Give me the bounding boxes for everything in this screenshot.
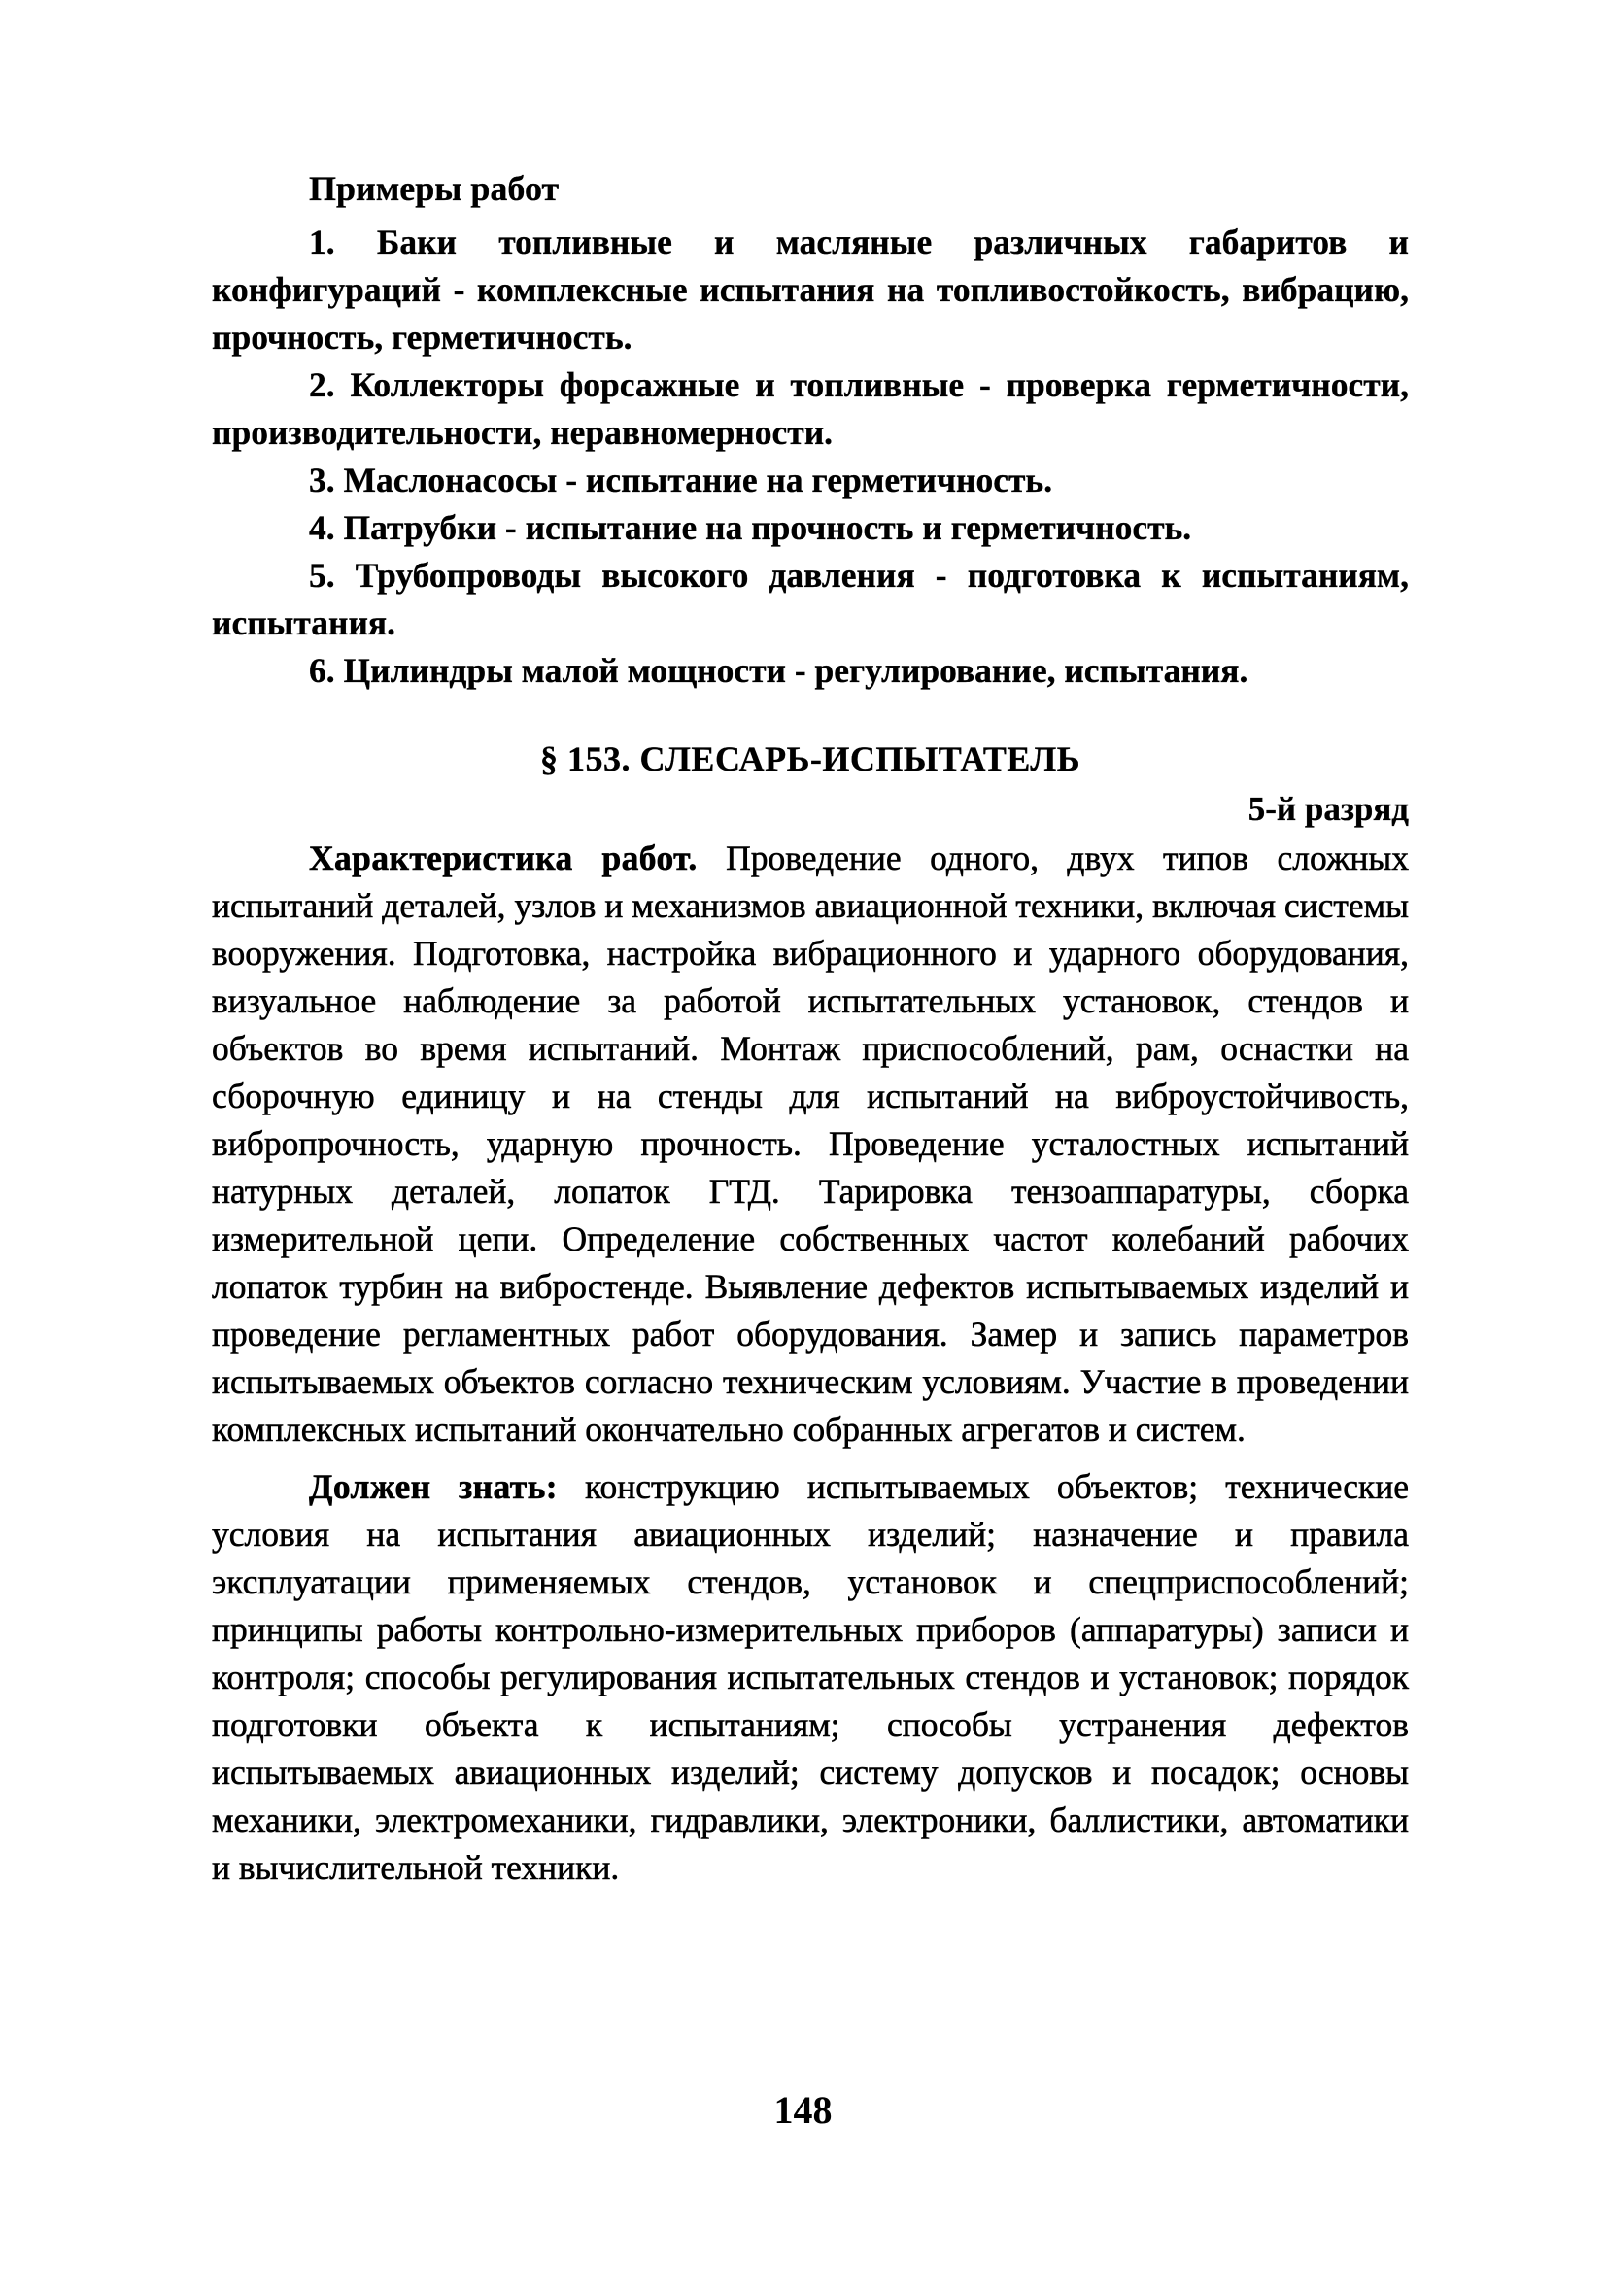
example-item: 4. Патрубки - испытание на прочность и герметичность. bbox=[309, 508, 1192, 547]
page-number: 148 bbox=[773, 2088, 833, 2132]
document-page bbox=[212, 165, 1409, 1902]
knowledge-text: конструкцию испытываемых объектов; технические условия на испытания авиационных изделий; назначение и правила эксплуатации применяемых стендов, установок и спецприспособлений; принципы работы контрольно-измерительных приборов (аппаратуры) записи и контроля; способы регулирования испытательных стендов и установок; порядок подготовки объекта к испытаниям; способы устранения дефектов испытываемых авиационных изделий; систему допусков и посадок; основы механики, электромеханики, гидравлики, электроники, баллистики, автоматики и вычислительной техники. bbox=[212, 1467, 1409, 1887]
characteristics-paragraph bbox=[212, 835, 1409, 1454]
example-item: 6. Цилиндры малой мощности - регулирование, испытания. bbox=[309, 651, 1248, 690]
example-item: 3. Маслонасосы - испытание на герметичность. bbox=[309, 461, 1053, 499]
example-item: 1. Баки топливные и масляные различных габаритов и конфигураций - комплексные испытания на топливостойкость, вибрацию, прочность, герметичность. bbox=[212, 223, 1409, 357]
example-item: 5. Трубопроводы высокого давления - подготовка к испытаниям, испытания. bbox=[212, 556, 1409, 642]
examples-heading: Примеры работ bbox=[309, 169, 560, 208]
knowledge-paragraph bbox=[212, 1463, 1409, 1892]
knowledge-lead: Должен знать: bbox=[309, 1467, 558, 1506]
section-title: § 153. СЛЕСАРЬ-ИСПЫТАТЕЛЬ bbox=[540, 739, 1080, 778]
characteristics-lead: Характеристика работ. bbox=[309, 839, 698, 877]
example-item: 2. Коллекторы форсажные и топливные - проверка герметичности, производительности, неравномерности. bbox=[212, 365, 1409, 452]
characteristics-text: Проведение одного, двух типов сложных испытаний деталей, узлов и механизмов авиационной техники, включая системы вооружения. Подготовка, настройка вибрационного и ударного оборудования, визуальное наблюдение за работой испытательных установок, стендов и объектов во время испытаний. Монтаж приспособлений, рам, оснастки на сборочную единицу и на стенды для испытаний на виброустойчивость, вибропрочность, ударную прочность. Проведение усталостных испытаний натурных деталей, лопаток ГТД. Тарировка тензоаппаратуры, сборка измерительной цепи. Определение собственных частот колебаний рабочих лопаток турбин на вибростенде. Выявление дефектов испытываемых изделий и проведение регламентных работ оборудования. Замер и запись параметров испытываемых объектов согласно техническим условиям. Участие в проведении комплексных испытаний окончательно собранных агрегатов и систем. bbox=[212, 839, 1409, 1449]
grade-label: 5-й разряд bbox=[1247, 790, 1409, 828]
